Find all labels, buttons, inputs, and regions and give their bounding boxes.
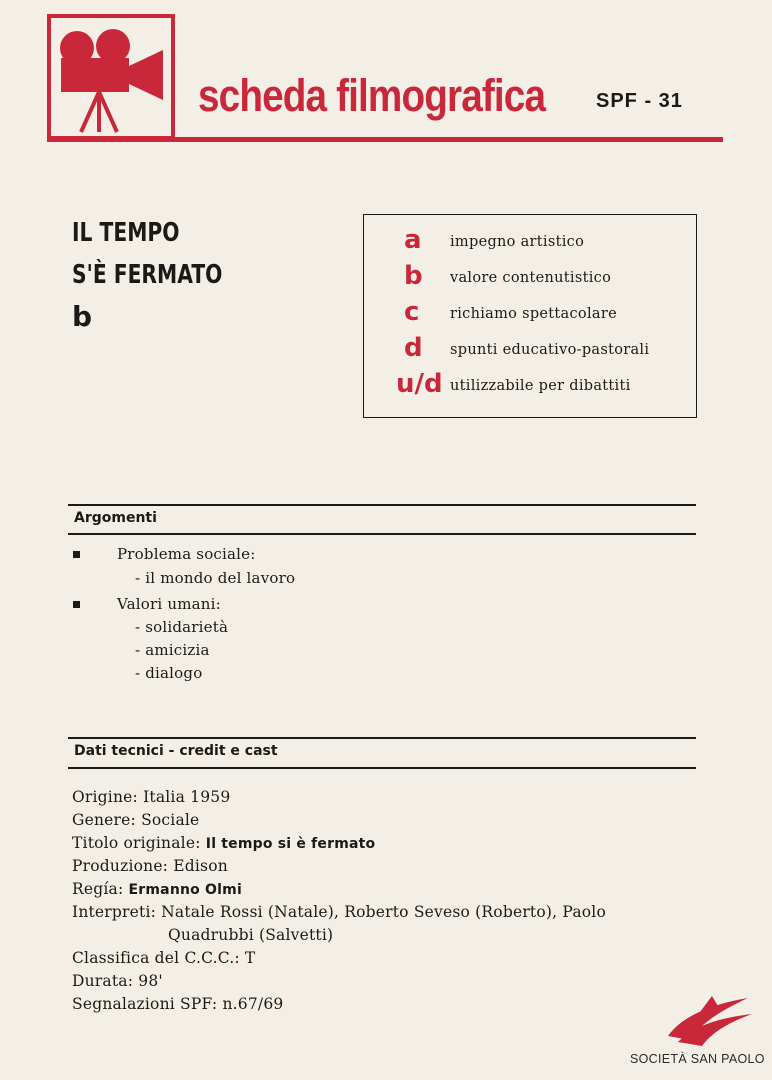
- argomento-item: - il mondo del lavoro: [135, 569, 296, 587]
- divider: [68, 767, 696, 769]
- classifica-row: [72, 949, 255, 967]
- regia-label: Regía:: [72, 880, 124, 898]
- produzione-value: Edison: [173, 857, 228, 875]
- legend-row: [364, 261, 696, 297]
- regia-value: Ermanno Olmi: [128, 882, 242, 898]
- interpreti-row: [72, 903, 606, 921]
- durata-label: Durata:: [72, 972, 134, 990]
- regia-row: [72, 880, 242, 898]
- produzione-row: [72, 857, 228, 875]
- interpreti-continuation: Quadrubbi (Salvetti): [168, 926, 334, 944]
- film-camera-logo: [47, 14, 175, 140]
- genere-row: [72, 811, 199, 829]
- origine-value: Italia 1959: [143, 788, 231, 806]
- segnalazioni-value: n.67/69: [222, 995, 284, 1013]
- san-paolo-logo-icon: [660, 992, 760, 1048]
- interpreti-label: Interpreti:: [72, 903, 157, 921]
- header-rule: [47, 137, 723, 142]
- legend-row: [364, 225, 696, 261]
- durata-value: 98': [138, 972, 163, 990]
- rating-legend: [363, 214, 697, 418]
- legend-letter: a: [404, 225, 422, 255]
- legend-row: [364, 297, 696, 333]
- dati-tecnici-heading: Dati tecnici - credit e cast: [74, 743, 278, 759]
- segnalazioni-label: Segnalazioni SPF:: [72, 995, 218, 1013]
- movie-camera-icon: [51, 18, 171, 136]
- legend-label: spunti educativo-pastorali: [450, 342, 650, 358]
- legend-row: [364, 369, 696, 405]
- film-title-line2: S'È FERMATO: [72, 260, 223, 290]
- divider: [68, 504, 696, 506]
- argomento-group-label: Problema sociale:: [117, 545, 256, 563]
- legend-letter: u/d: [396, 369, 443, 399]
- classifica-label: Classifica del C.C.C.:: [72, 949, 240, 967]
- legend-label: valore contenutistico: [450, 270, 612, 286]
- durata-row: [72, 972, 163, 990]
- genere-label: Genere:: [72, 811, 136, 829]
- page-title: scheda filmografica: [198, 70, 546, 121]
- divider: [68, 737, 696, 739]
- bullet-icon: [73, 551, 80, 558]
- argomento-group-label: Valori umani:: [117, 595, 221, 613]
- titolo-label: Titolo originale:: [72, 834, 201, 852]
- legend-letter: d: [404, 333, 423, 363]
- film-title: [72, 212, 222, 296]
- argomento-item: - solidarietà: [135, 618, 229, 636]
- legend-label: richiamo spettacolare: [450, 306, 617, 322]
- argomento-item: - dialogo: [135, 664, 203, 682]
- titolo-value: Il tempo si è fermato: [205, 836, 376, 852]
- divider: [68, 533, 696, 535]
- series-code: SPF - 31: [596, 90, 683, 112]
- produzione-label: Produzione:: [72, 857, 169, 875]
- interpreti-value: Natale Rossi (Natale), Roberto Seveso (Roberto), Paolo: [161, 903, 606, 921]
- legend-label: utilizzabile per dibattiti: [450, 378, 631, 394]
- legend-letter: c: [404, 297, 420, 327]
- origine-row: [72, 788, 230, 806]
- classifica-value: T: [244, 949, 256, 967]
- publisher-logo: [660, 992, 760, 1052]
- legend-label: impegno artistico: [450, 234, 585, 250]
- legend-row: [364, 333, 696, 369]
- film-title-line1: IL TEMPO: [72, 218, 180, 248]
- origine-label: Origine:: [72, 788, 138, 806]
- bullet-icon: [73, 601, 80, 608]
- titolo-row: [72, 834, 375, 852]
- segnalazioni-row: [72, 995, 283, 1013]
- argomenti-heading: Argomenti: [74, 510, 157, 526]
- film-rating: b: [72, 300, 93, 333]
- argomento-item: - amicizia: [135, 641, 210, 659]
- genere-value: Sociale: [141, 811, 200, 829]
- publisher-name: SOCIETÀ SAN PAOLO: [630, 1052, 765, 1066]
- legend-letter: b: [404, 261, 423, 291]
